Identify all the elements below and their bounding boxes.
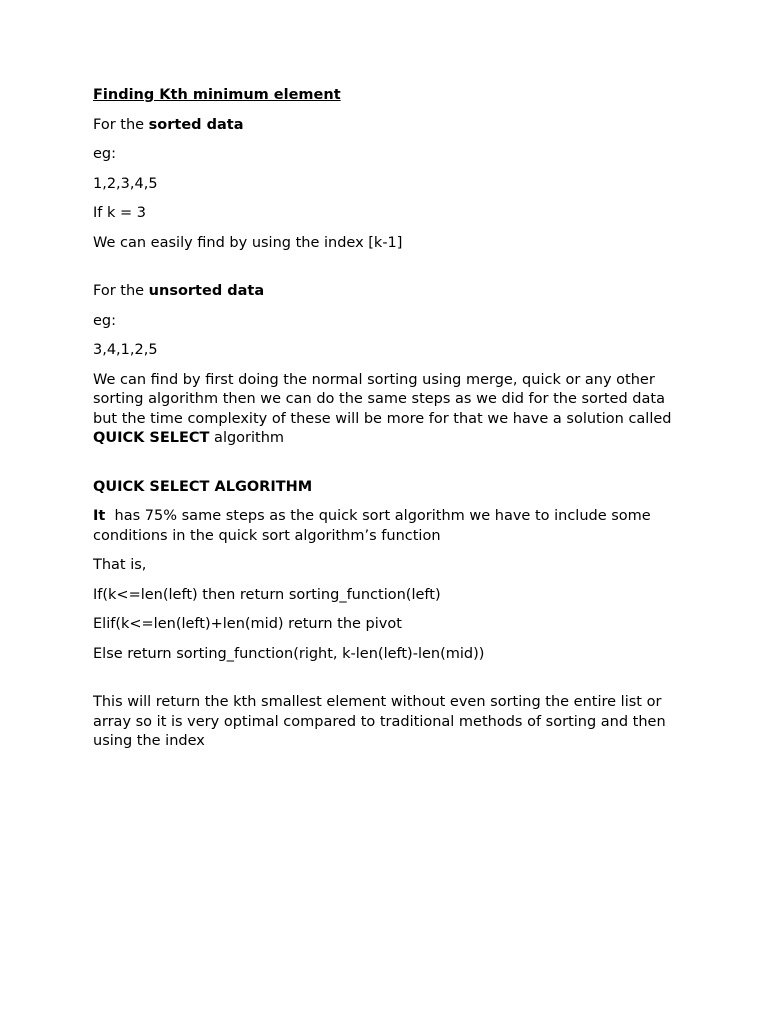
code-line: If(k<=len(left) then return sorting_function(left) (93, 586, 441, 603)
code-line: Else return sorting_function(right, k-len(left)-len(mid)) (93, 645, 485, 662)
sorted-intro-bold: sorted data (148, 116, 244, 133)
quick-select-desc-rest: has 75% same steps as the quick sort algorithm we have to include some conditions in the quick sort algorithm’s function (93, 508, 656, 544)
sorted-eg-label: eg: (93, 146, 117, 162)
unsorted-eg-label: eg: (93, 312, 117, 329)
conclusion: This will return the kth smallest element without even sorting the entire list or array so it is very optimal compared to traditional methods of sorting and then using the index (93, 694, 666, 749)
unsorted-intro-prefix: For the (93, 283, 149, 299)
sorted-intro-prefix: For the (93, 116, 149, 133)
sorted-method: We can easily find by using the index [k-1] (93, 234, 403, 251)
spacer (93, 674, 683, 693)
quick-select-desc-bold: It (93, 508, 106, 524)
quick-select-description (93, 507, 683, 546)
spacer (93, 263, 683, 282)
unsorted-example: 3,4,1,2,5 (93, 342, 158, 358)
code-line: Elif(k<=len(left)+len(mid) return the pivot (93, 616, 402, 632)
unsorted-intro-bold: unsorted data (148, 283, 265, 299)
that-is: That is, (93, 557, 147, 573)
unsorted-para-before: We can find by first doing the normal sorting using merge, quick or any other sorting algorithm then we can do the same steps as we did for the sorted data but the time complexity of these will be more for that we have a solution called (93, 371, 672, 427)
unsorted-para-bold: QUICK SELECT (93, 430, 210, 446)
document-title: Finding Kth minimum element (93, 87, 341, 103)
quick-select-heading: QUICK SELECT ALGORITHM (93, 478, 313, 495)
sorted-intro (93, 116, 683, 136)
k-line: If k = 3 (93, 205, 146, 221)
unsorted-intro (93, 282, 683, 302)
spacer (93, 459, 683, 478)
document-page (93, 86, 683, 762)
unsorted-paragraph (93, 371, 683, 449)
sorted-example: 1,2,3,4,5 (93, 175, 158, 192)
unsorted-para-after: algorithm (209, 430, 285, 446)
